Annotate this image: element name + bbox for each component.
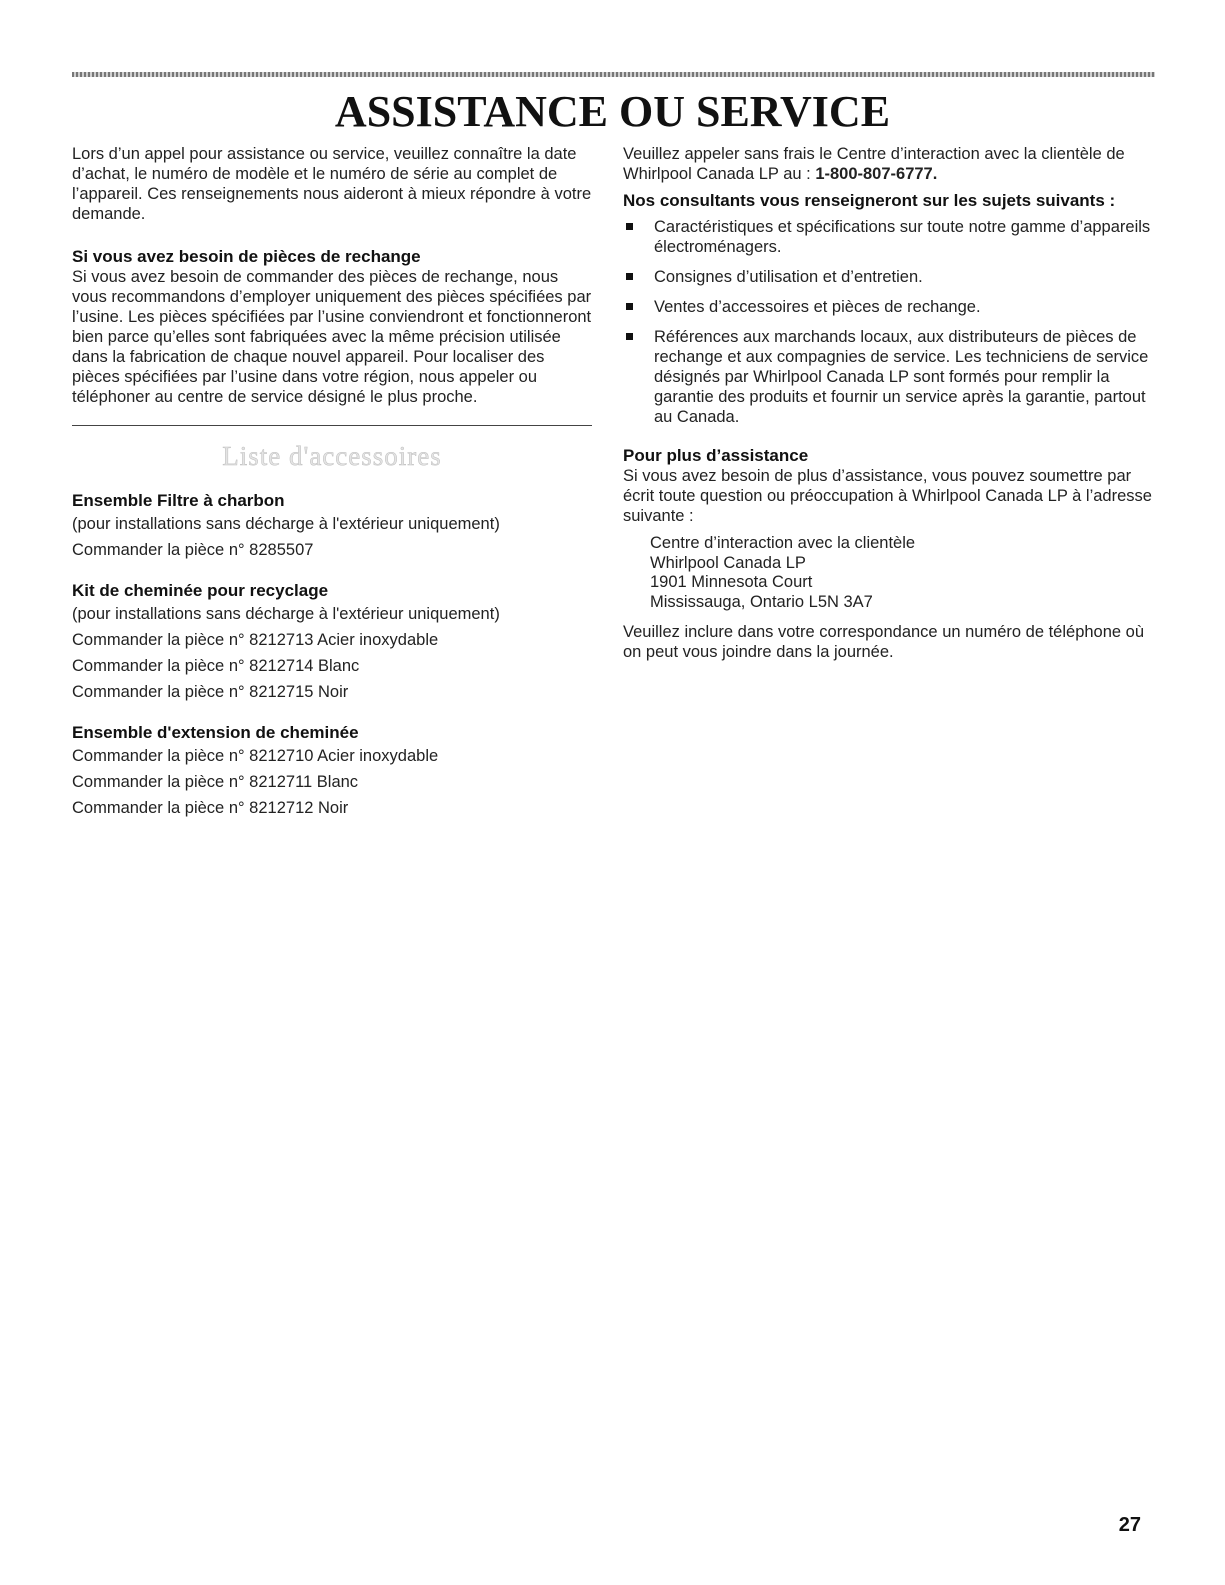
square-bullet-icon [626, 273, 633, 280]
accessory-note: (pour installations sans décharge à l'extérieur uniquement) [72, 605, 500, 623]
accessory-heading: Ensemble d'extension de cheminée [72, 723, 359, 742]
part-number-line: Commander la pièce n° 8212710 Acier inoxydable [72, 747, 439, 765]
accessories-title: Liste d'accessoires [222, 441, 442, 471]
accessory-heading: Ensemble Filtre à charbon [72, 491, 285, 510]
address-line: Mississauga, Ontario L5N 3A7 [650, 592, 873, 611]
address-line: Whirlpool Canada LP [650, 553, 806, 572]
list-item: Caractéristiques et spécifications sur toute notre gamme d’appareils électroménagers. [623, 217, 1155, 257]
left-column [72, 144, 592, 818]
part-number-line: Commander la pièce n° 8212713 Acier inoxydable [72, 631, 439, 649]
accessory-group-filter [72, 490, 592, 560]
topics-heading: Nos consultants vous renseigneront sur les sujets suivants : [623, 191, 1116, 210]
phone-number: 1-800-807-6777. [815, 165, 938, 183]
address-line: Centre d’interaction avec la clientèle [650, 534, 916, 552]
call-paragraph [623, 144, 1155, 184]
call-text: Veuillez appeler sans frais le Centre d’interaction avec la clientèle de Whirlpool Canada LP au : [623, 145, 1125, 183]
more-assistance-heading: Pour plus d’assistance [623, 446, 809, 465]
address-line: 1901 Minnesota Court [650, 573, 813, 591]
square-bullet-icon [626, 303, 633, 310]
accessory-heading: Kit de cheminée pour recyclage [72, 581, 329, 600]
part-number-line: Commander la pièce n° 8285507 [72, 541, 314, 559]
top-dotted-rule [72, 72, 1155, 77]
list-item: Ventes d’accessoires et pièces de rechange. [623, 297, 1155, 317]
part-number-line: Commander la pièce n° 8212711 Blanc [72, 773, 359, 791]
list-item: Références aux marchands locaux, aux distributeurs de pièces de rechange et aux compagnies de service. Les techniciens de service désignés par Whirlpool Canada LP sont formés pour remplir la garantie des produits et fournir un service après la garantie, partout au Canada. [623, 327, 1155, 427]
part-number-line: Commander la pièce n° 8212715 Noir [72, 683, 349, 701]
page-title: ASSISTANCE OU SERVICE [334, 87, 891, 136]
right-column [623, 144, 1155, 662]
page-number: 27 [1118, 1514, 1141, 1536]
square-bullet-icon [626, 223, 633, 230]
section-divider [72, 425, 592, 426]
list-item: Consignes d’utilisation et d’entretien. [623, 267, 1155, 287]
topics-list [623, 217, 1155, 427]
accessory-group-recycling-kit [72, 580, 592, 702]
parts-heading: Si vous avez besoin de pièces de rechange [72, 247, 421, 266]
part-number-line: Commander la pièce n° 8212712 Noir [72, 799, 349, 817]
closing-paragraph: Veuillez inclure dans votre correspondance un numéro de téléphone où on peut vous joindre dans la journée. [623, 623, 1145, 661]
parts-paragraph: Si vous avez besoin de commander des pièces de rechange, nous vous recommandons d’employer uniquement des pièces spécifiées par l’usine. Les pièces spécifiées par l’usine conviendront et fonctionneront bien parce qu’elles sont fabriquées avec la même précision utilisée dans la fabrication de chaque nouvel appareil. Pour localiser des pièces spécifiées par l’usine dans votre région, nous appeler ou téléphoner au centre de service désigné le plus proche. [72, 268, 592, 406]
intro-paragraph: Lors d’un appel pour assistance ou service, veuillez connaître la date d’achat, le numéro de modèle et le numéro de série au complet de l’appareil. Ces renseignements nous aideront à mieux répondre à votre demande. [72, 145, 592, 223]
mailing-address [650, 534, 1155, 612]
accessory-note: (pour installations sans décharge à l'extérieur uniquement) [72, 515, 500, 533]
square-bullet-icon [626, 333, 633, 340]
part-number-line: Commander la pièce n° 8212714 Blanc [72, 657, 360, 675]
more-assistance-paragraph: Si vous avez besoin de plus d’assistance, vous pouvez soumettre par écrit toute question ou préoccupation à Whirlpool Canada LP à l’adresse suivante : [623, 467, 1152, 525]
accessory-group-extension [72, 722, 592, 818]
